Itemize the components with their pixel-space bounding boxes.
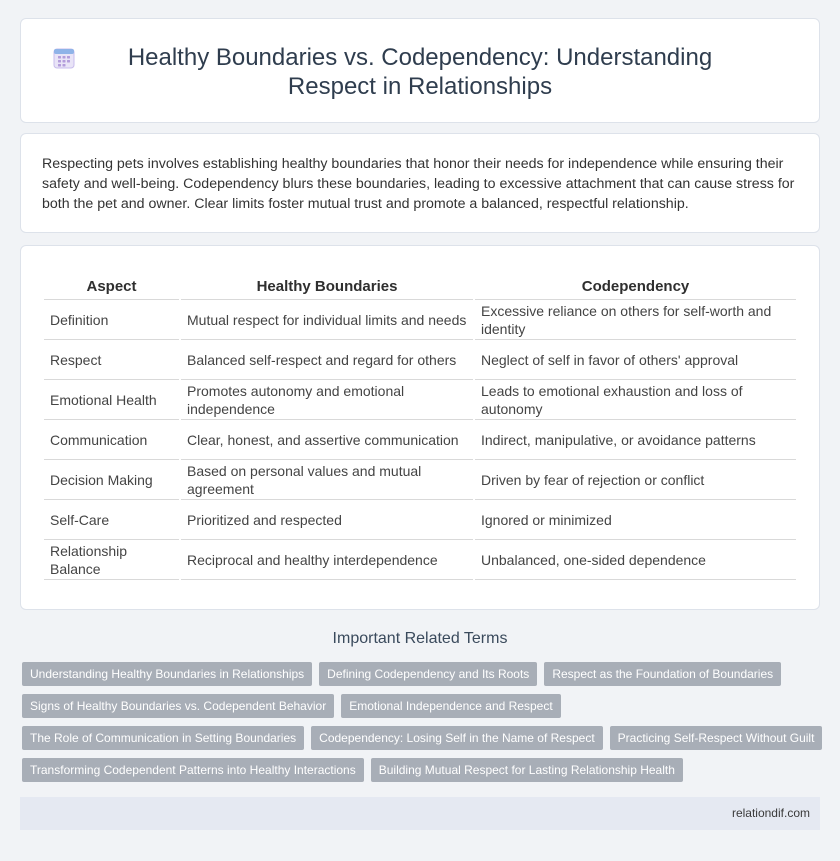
related-term-tag[interactable]: Practicing Self-Respect Without Guilt — [610, 726, 823, 750]
related-term-tag[interactable]: Understanding Healthy Boundaries in Relationships — [22, 662, 312, 686]
table-cell-aspect: Relationship Balance — [44, 540, 179, 580]
table-row — [44, 380, 796, 420]
table-row — [44, 420, 796, 460]
column-header-codependency: Codependency — [475, 274, 796, 300]
table-cell-aspect: Communication — [44, 420, 179, 460]
footer — [20, 797, 820, 830]
table-cell-codependency: Ignored or minimized — [475, 500, 796, 540]
table-cell-codependency: Indirect, manipulative, or avoidance patterns — [475, 420, 796, 460]
table-cell-aspect: Emotional Health — [44, 380, 179, 420]
table-cell-codependency: Driven by fear of rejection or conflict — [475, 460, 796, 500]
table-row — [44, 300, 796, 340]
header-card — [20, 18, 820, 123]
column-header-aspect: Aspect — [44, 274, 179, 300]
related-term-tag[interactable]: Emotional Independence and Respect — [341, 694, 560, 718]
related-term-tag[interactable]: Signs of Healthy Boundaries vs. Codependent Behavior — [22, 694, 334, 718]
table-cell-codependency: Unbalanced, one-sided dependence — [475, 540, 796, 580]
table-cell-healthy: Prioritized and respected — [181, 500, 473, 540]
table-cell-healthy: Clear, honest, and assertive communication — [181, 420, 473, 460]
table-cell-aspect: Respect — [44, 340, 179, 380]
table-cell-aspect: Self-Care — [44, 500, 179, 540]
table-row — [44, 540, 796, 580]
comparison-table — [42, 274, 798, 580]
page-title: Healthy Boundaries vs. Codependency: Understanding Respect in Relationships — [127, 44, 713, 100]
intro-card — [20, 133, 820, 233]
table-cell-healthy: Promotes autonomy and emotional independence — [181, 380, 473, 420]
related-term-tag[interactable]: The Role of Communication in Setting Boundaries — [22, 726, 304, 750]
table-cell-healthy: Balanced self-respect and regard for others — [181, 340, 473, 380]
comparison-table-card — [20, 245, 820, 610]
table-cell-aspect: Definition — [44, 300, 179, 340]
related-term-tag[interactable]: Building Mutual Respect for Lasting Relationship Health — [371, 758, 683, 782]
table-cell-healthy: Based on personal values and mutual agreement — [181, 460, 473, 500]
table-cell-codependency: Leads to emotional exhaustion and loss of autonomy — [475, 380, 796, 420]
table-cell-aspect: Decision Making — [44, 460, 179, 500]
footer-site-link[interactable]: relationdif.com — [731, 806, 810, 820]
column-header-healthy-boundaries: Healthy Boundaries — [181, 274, 473, 300]
related-term-tag[interactable]: Transforming Codependent Patterns into Healthy Interactions — [22, 758, 364, 782]
intro-paragraph: Respecting pets involves establishing healthy boundaries that honor their needs for independence while ensuring their safety and well-being. Codependency blurs these boundaries, leading to excessive attachment that can cause stress for both the pet and owner. Clear limits foster mutual trust and promote a balanced, respectful relationship. — [42, 156, 795, 212]
related-terms-tags — [22, 662, 822, 790]
related-term-tag[interactable]: Defining Codependency and Its Roots — [319, 662, 537, 686]
table-row — [44, 460, 796, 500]
related-term-tag[interactable]: Respect as the Foundation of Boundaries — [544, 662, 781, 686]
related-term-tag[interactable]: Codependency: Losing Self in the Name of Respect — [311, 726, 603, 750]
table-cell-healthy: Reciprocal and healthy interdependence — [181, 540, 473, 580]
table-row — [44, 500, 796, 540]
table-cell-codependency: Excessive reliance on others for self-worth and identity — [475, 300, 796, 340]
table-row — [44, 340, 796, 380]
table-cell-codependency: Neglect of self in favor of others' approval — [475, 340, 796, 380]
related-terms-title: Important Related Terms — [332, 630, 508, 647]
table-cell-healthy: Mutual respect for individual limits and needs — [181, 300, 473, 340]
